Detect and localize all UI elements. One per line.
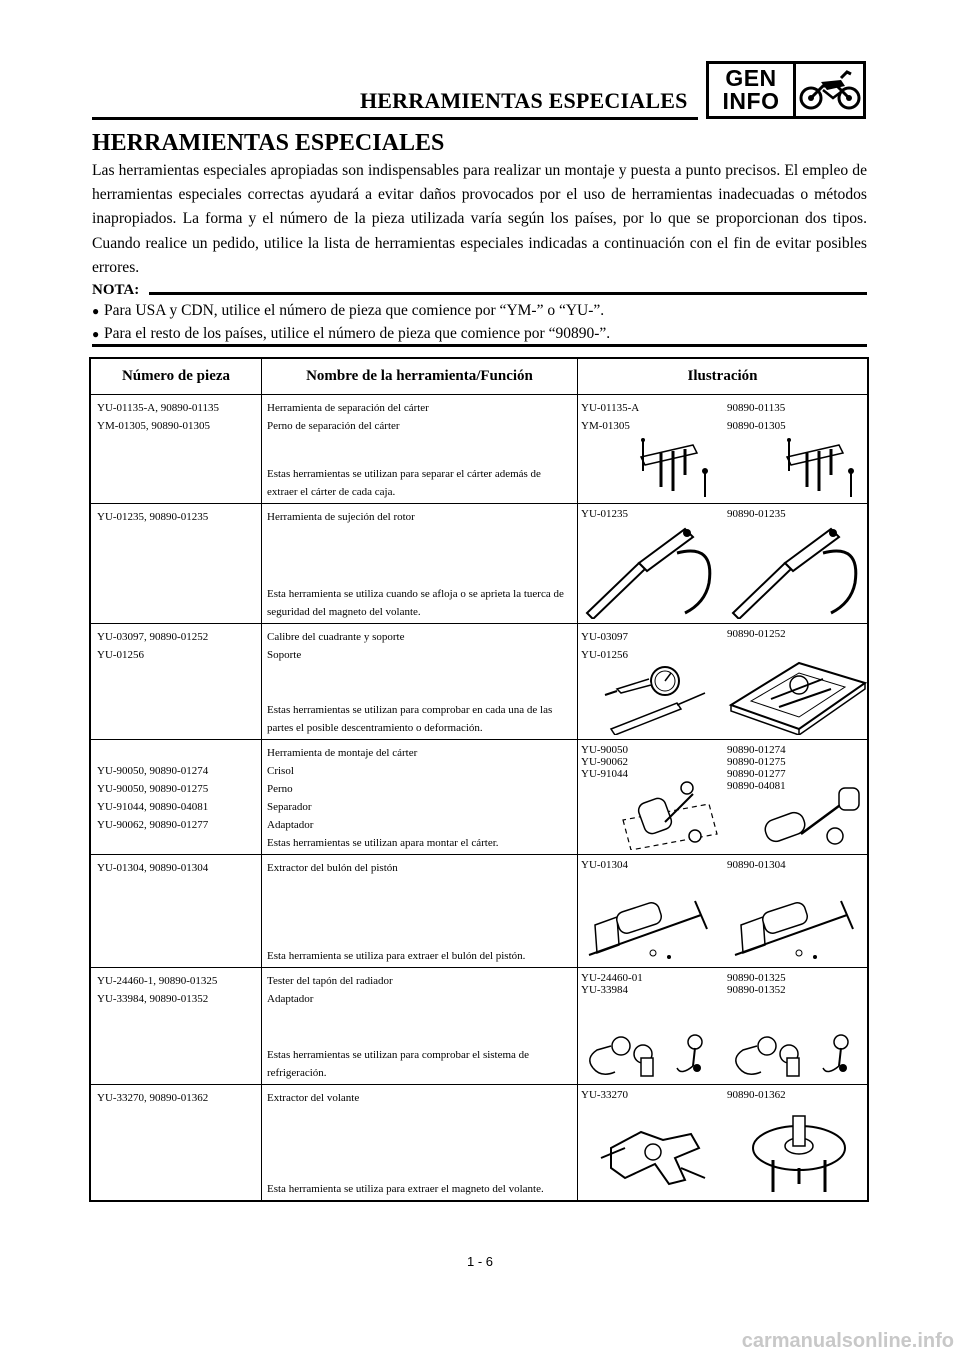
tool-description: Esta herramienta se utiliza para extraer el bulón del pistón. — [267, 950, 526, 962]
tool-description: Estas herramientas se utilizan apara montar el cárter. — [267, 837, 499, 849]
illustration-us: YU-01135-A YM-01305 — [581, 395, 723, 503]
illustration-other: 90890-01235 — [727, 504, 869, 623]
tool-description: Estas herramientas se utilizan para comprobar en cada una de las partes el posible descentramiento o deformación. — [267, 704, 553, 734]
nota-item — [92, 300, 867, 323]
special-tools-table — [89, 357, 869, 1202]
part-numbers: YU-33270, 90890-01362 — [97, 1092, 209, 1104]
illustration-other: 90890-01325 90890-01352 — [727, 968, 869, 1084]
flywheel-puller-icon — [727, 1112, 869, 1196]
illustration-other: 90890-01252 — [727, 624, 869, 739]
rotor-holding-tool-icon — [727, 523, 869, 619]
header-tool-name: Nombre de la herramienta/Función — [306, 368, 533, 384]
header-rule — [92, 117, 698, 120]
flywheel-puller-icon — [581, 1118, 723, 1196]
badge-line1: GEN — [725, 65, 777, 91]
header-part-number: Número de pieza — [121, 368, 231, 384]
badge-line2: INFO — [722, 88, 780, 114]
tool-description: Esta herramienta se utiliza cuando se afloja o se aprieta la tuerca de seguridad del magneto del volante. — [267, 588, 564, 618]
table-row — [91, 740, 867, 854]
rotor-holding-tool-icon — [581, 523, 723, 619]
table-row — [91, 855, 867, 967]
motorcycle-icon — [796, 64, 863, 116]
dial-gauge-kit-case-icon — [727, 655, 869, 735]
part-numbers: YU-90050, 90890-01274 YU-90050, 90890-01275 YU-91044, 90890-04081 YU-90062, 90890-01277 — [97, 765, 209, 831]
tool-description: Esta herramienta se utiliza para extraer el magneto del volante. — [267, 1183, 544, 1195]
piston-pin-puller-icon — [581, 893, 723, 963]
header-title: HERRAMIENTAS ESPECIALES — [360, 88, 688, 113]
radiator-cap-tester-icon — [581, 1032, 723, 1080]
part-numbers: YU-01304, 90890-01304 — [97, 862, 209, 874]
crankcase-separating-tool-icon — [581, 431, 723, 499]
nota-item-text: Para USA y CDN, utilice el número de pieza que comience por “YM-” o “YU-”. — [104, 302, 605, 319]
crankshaft-installer-icon — [581, 780, 723, 850]
table-row — [91, 1085, 867, 1200]
tool-names: Extractor del bulón del pistón Esta herramienta se utiliza para extraer el bulón del pistón. — [267, 855, 572, 967]
illustration-us: YU-33270 — [581, 1085, 723, 1200]
nota-item — [92, 323, 867, 346]
tool-names: Extractor del volante Esta herramienta se utiliza para extraer el magneto del volante. — [267, 1085, 572, 1200]
tool-description: Estas herramientas se utilizan para comprobar el sistema de refrigeración. — [267, 1049, 530, 1079]
illustration-us: YU-24460-01 YU-33984 — [581, 968, 723, 1084]
crankshaft-installer-icon — [727, 786, 869, 850]
nota-item-text: Para el resto de los países, utilice el número de pieza que comience por “90890-”. — [104, 324, 611, 342]
illustration-other: 90890-01135 90890-01305 — [727, 395, 869, 503]
gen-info-badge — [706, 61, 866, 119]
tool-names: Calibre del cuadrante y soporte Soporte Estas herramientas se utilizan para comprobar en cada una de las partes el posible descentramiento o deformación. — [267, 624, 572, 739]
tool-names: Herramienta de sujeción del rotor Esta herramienta se utiliza cuando se afloja o se aprieta la tuerca de seguridad del magneto del volante. — [267, 504, 572, 623]
part-numbers: YU-24460-1, 90890-01325 YU-33984, 90890-01352 — [97, 975, 218, 1005]
crankcase-separating-tool-icon — [727, 431, 869, 499]
nota-rule — [149, 292, 867, 295]
watermark: carmanualsonline.info — [741, 1330, 954, 1352]
illustration-us: YU-03097 YU-01256 — [581, 624, 723, 739]
part-numbers: YU-01235, 90890-01235 — [97, 511, 209, 523]
illustration-us: YU-01235 — [581, 504, 723, 623]
bullet-icon: ● — [92, 304, 100, 318]
table-row — [91, 504, 867, 623]
badge-text — [709, 64, 796, 116]
illustration-other: 90890-01304 — [727, 855, 869, 967]
dial-gauge-icon — [581, 663, 723, 735]
illustration-us: YU-01304 — [581, 855, 723, 967]
tool-names: Herramienta de separación del cárter Perno de separación del cárter Estas herramientas se utilizan para separar el cárter además de extraer el cárter de cada caja. — [267, 395, 572, 503]
illustration-us: YU-90050 YU-90062 YU-91044 — [581, 740, 723, 854]
nota-end-rule — [92, 344, 867, 347]
radiator-cap-tester-icon — [727, 1032, 869, 1080]
tool-names: Herramienta de montaje del cárter Crisol Perno Separador Adaptador Estas herramientas se utilizan apara montar el cárter. — [267, 740, 572, 854]
tool-description: Estas herramientas se utilizan para separar el cárter además de extraer el cárter de cada caja. — [267, 468, 541, 498]
nota-header — [92, 282, 867, 299]
table-row — [91, 968, 867, 1084]
tool-names: Tester del tapón del radiador Adaptador Estas herramientas se utilizan para comprobar el sistema de refrigeración. — [267, 968, 572, 1084]
table-row — [91, 395, 867, 503]
page-number: 1 - 6 — [466, 1254, 493, 1269]
intro-paragraph: Las herramientas especiales apropiadas son indispensables para realizar un montaje y puesta a punto precisos. El empleo de herramientas especiales correctas ayudará a evitar daños provocados por el uso de herramientas inadecuadas o métodos inapropiados. La forma y el número de la pieza utilizada varía según los países, por lo que se proporcionan dos tipos. Cuando realice un pedido, utilice la lista de herramientas especiales indicadas a continuación con el fin de evitar posibles errores. — [92, 162, 867, 276]
piston-pin-puller-icon — [727, 893, 869, 963]
nota-label: NOTA: — [92, 282, 140, 298]
nota-list — [92, 300, 867, 345]
table-row — [91, 624, 867, 739]
header-illustration: Ilustración — [687, 368, 758, 384]
part-numbers: YU-01135-A, 90890-01135 YM-01305, 90890-01305 — [97, 402, 220, 432]
illustration-other: 90890-01362 — [727, 1085, 869, 1200]
illustration-other: 90890-01274 90890-01275 90890-01277 90890-04081 — [727, 740, 869, 854]
part-numbers: YU-03097, 90890-01252 YU-01256 — [97, 631, 209, 661]
bullet-icon: ● — [92, 326, 100, 341]
section-title: HERRAMIENTAS ESPECIALES — [92, 130, 445, 156]
